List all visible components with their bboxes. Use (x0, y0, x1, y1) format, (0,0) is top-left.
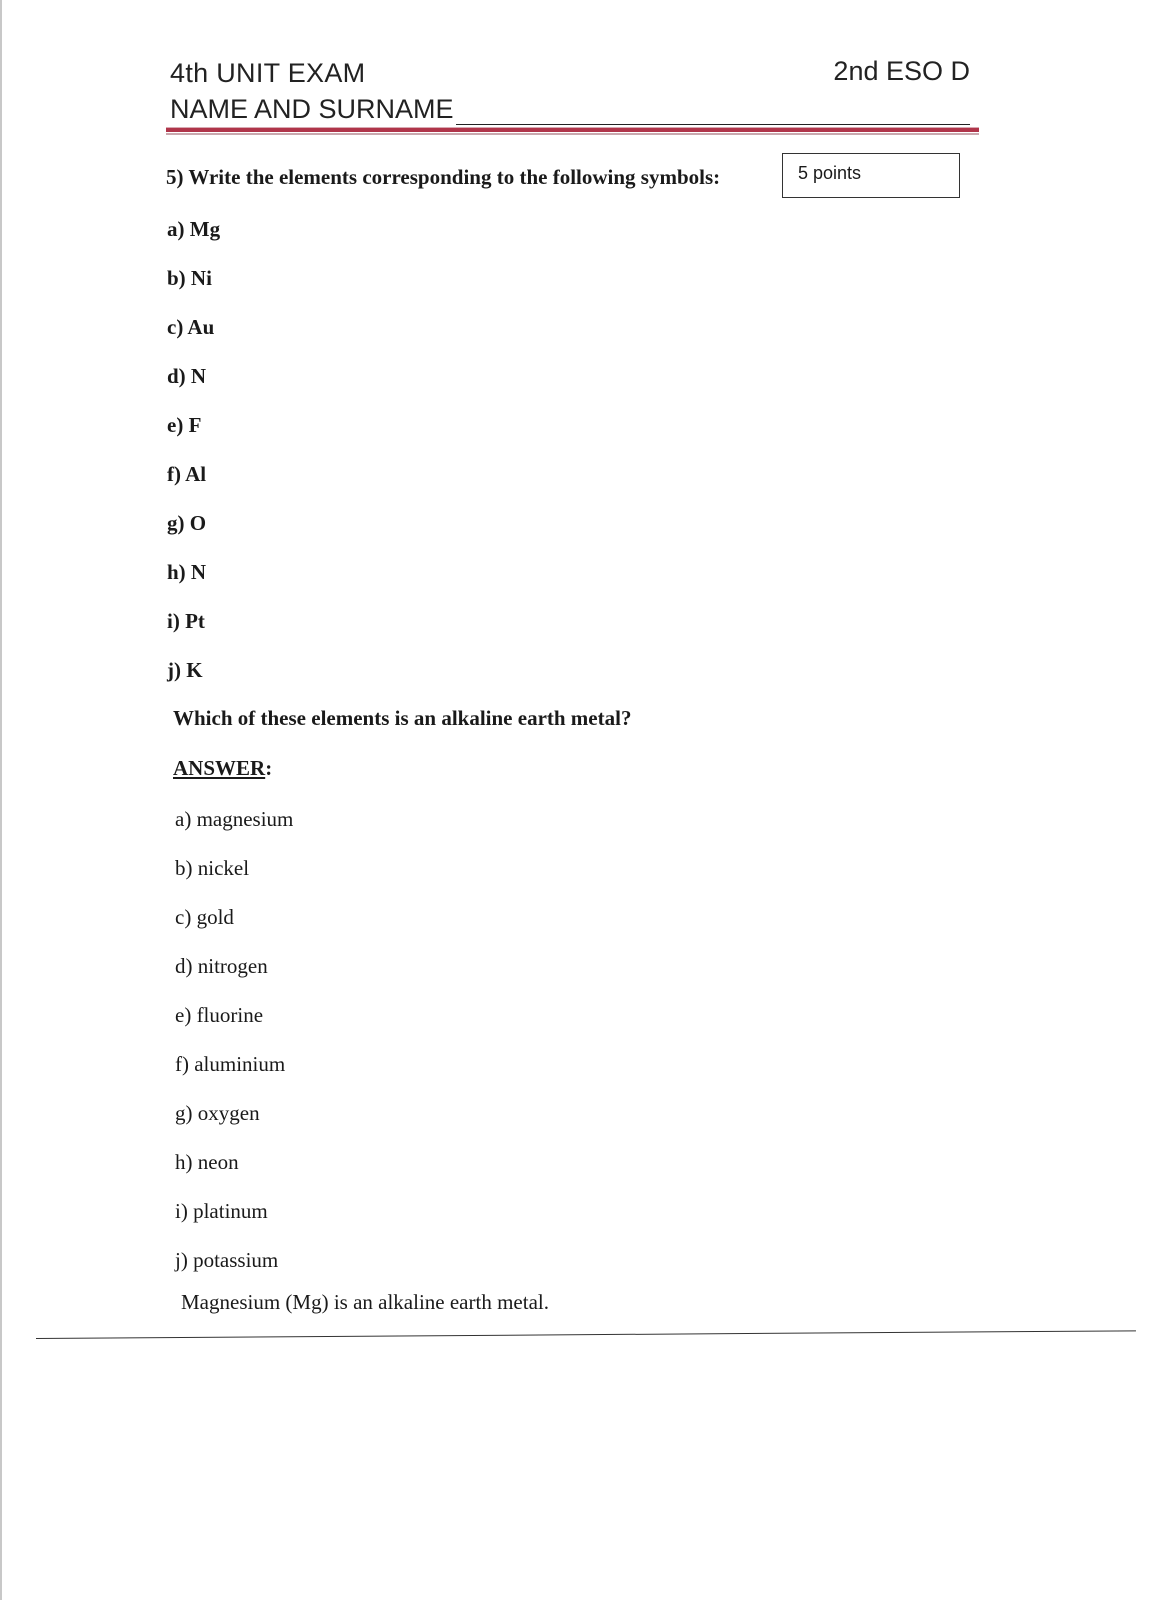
answer-item: g) oxygen (175, 1101, 260, 1125)
symbol-item: f) Al (167, 462, 207, 486)
name-label: NAME AND SURNAME (170, 94, 454, 124)
symbol-list (167, 216, 220, 706)
answer-list (175, 806, 293, 1296)
answer-item: a) magnesium (175, 807, 294, 831)
name-field (170, 94, 970, 125)
exam-title: 4th UNIT EXAM (170, 58, 366, 88)
answer-item: f) aluminium (175, 1052, 286, 1076)
answer-item: e) fluorine (175, 1003, 264, 1027)
symbol-item: e) F (167, 413, 202, 437)
name-blank-line (456, 100, 970, 125)
answer-item: c) gold (175, 905, 234, 929)
class-label: 2nd ESO D (833, 56, 970, 86)
answer-item: h) neon (175, 1150, 239, 1174)
answer-item: i) platinum (175, 1199, 268, 1223)
header-divider-shadow (166, 133, 979, 135)
symbol-item: i) Pt (167, 609, 205, 633)
answer-heading (173, 756, 272, 781)
answer-item: d) nitrogen (175, 954, 268, 978)
conclusion-text: Magnesium (Mg) is an alkaline earth metal. (181, 1290, 549, 1314)
answer-colon: : (265, 756, 273, 780)
symbol-item: b) Ni (167, 266, 212, 290)
symbol-item: g) O (167, 511, 207, 535)
scan-edge (0, 0, 2, 1600)
bottom-divider (36, 1330, 1136, 1339)
symbol-item: c) Au (167, 315, 215, 339)
symbol-item: h) N (167, 560, 207, 584)
answer-item: b) nickel (175, 856, 250, 880)
answer-label: ANSWER (173, 756, 266, 780)
symbol-item: a) Mg (167, 217, 221, 241)
points-box: 5 points (782, 153, 960, 198)
symbol-item: d) N (167, 364, 207, 388)
question-text: 5) Write the elements corresponding to the following symbols: (166, 165, 721, 189)
symbol-item: j) K (167, 658, 203, 682)
follow-up-question: Which of these elements is an alkaline earth metal? (173, 706, 632, 730)
answer-item: j) potassium (175, 1248, 279, 1272)
header-divider (166, 127, 979, 132)
